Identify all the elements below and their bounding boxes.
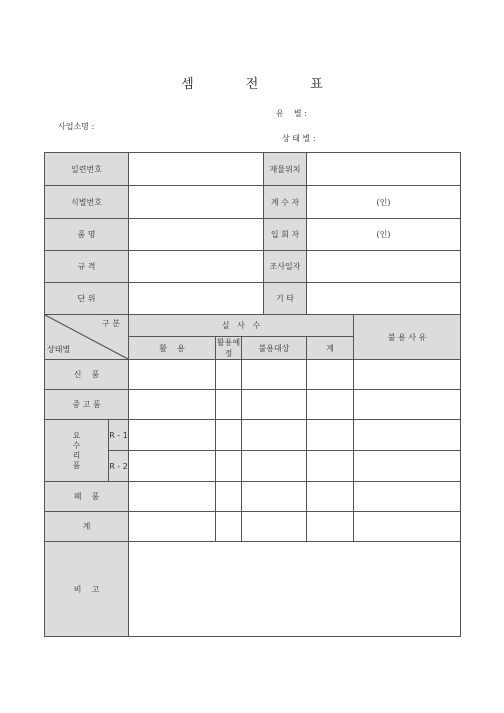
cell[interactable] xyxy=(307,360,354,390)
info-row xyxy=(45,283,461,315)
repair-char: 리 xyxy=(72,450,81,460)
unit-value[interactable] xyxy=(129,283,264,315)
unit-label: 단 위 xyxy=(45,283,129,315)
remarks-row xyxy=(45,542,461,637)
info-row xyxy=(45,186,461,219)
info-row xyxy=(45,153,461,186)
title-char-3: 표 xyxy=(310,77,323,92)
gubun-label: 구 분 xyxy=(102,319,121,328)
new-item-label: 신 품 xyxy=(45,360,129,390)
cell[interactable] xyxy=(354,420,461,451)
survey-date-label: 조사일자 xyxy=(264,251,307,283)
title-char-1: 셈 xyxy=(181,77,194,92)
item-name-value[interactable] xyxy=(129,219,264,251)
location-label: 재물위치 xyxy=(264,153,307,186)
status-label: 상 태 별 : xyxy=(282,134,316,143)
cell[interactable] xyxy=(129,390,216,420)
info-row xyxy=(45,219,461,251)
remarks-label: 비 고 xyxy=(45,542,129,637)
table-row xyxy=(45,390,461,420)
cell[interactable] xyxy=(307,451,354,482)
diagonal-header-cell xyxy=(45,315,129,360)
scrap-label: 폐 품 xyxy=(45,482,129,512)
cell[interactable] xyxy=(242,512,307,542)
cell[interactable] xyxy=(307,482,354,512)
repair-char: 요 xyxy=(72,430,81,440)
other-label: 기 타 xyxy=(264,283,307,315)
used-item-label: 중 고 품 xyxy=(45,390,129,420)
col-total: 계 xyxy=(307,337,354,360)
cell[interactable] xyxy=(242,390,307,420)
table-row xyxy=(45,512,461,542)
spec-label: 규 격 xyxy=(45,251,129,283)
col-use: 활 용 xyxy=(129,337,216,360)
counter-value[interactable]: (인) xyxy=(307,186,461,219)
dept-label: 사업소명 : xyxy=(58,122,95,131)
cell[interactable] xyxy=(129,420,216,451)
location-value[interactable] xyxy=(307,153,461,186)
item-name-label: 품 명 xyxy=(45,219,129,251)
total-label: 계 xyxy=(45,512,129,542)
table-row xyxy=(45,360,461,390)
repair-group-label xyxy=(45,420,109,482)
remarks-value[interactable] xyxy=(129,542,461,637)
page-title xyxy=(0,73,504,92)
cell[interactable] xyxy=(216,420,242,451)
actual-count-header: 실 사 수 xyxy=(129,315,354,337)
repair-char: 품 xyxy=(72,460,81,470)
disposal-reason-header: 불 용 사 유 xyxy=(354,315,461,360)
cell[interactable] xyxy=(307,390,354,420)
witness-value[interactable]: (인) xyxy=(307,219,461,251)
id-no-value[interactable] xyxy=(129,186,264,219)
type-label: 유 별 : xyxy=(276,109,307,118)
cell[interactable] xyxy=(129,512,216,542)
cell[interactable] xyxy=(242,451,307,482)
cell[interactable] xyxy=(129,451,216,482)
cell[interactable] xyxy=(354,512,461,542)
cell[interactable] xyxy=(354,360,461,390)
other-value[interactable] xyxy=(307,283,461,315)
cell[interactable] xyxy=(307,512,354,542)
info-row xyxy=(45,251,461,283)
r2-label: R - 2 xyxy=(109,451,129,482)
cell[interactable] xyxy=(216,451,242,482)
spec-value[interactable] xyxy=(129,251,264,283)
witness-label: 입 회 자 xyxy=(264,219,307,251)
serial-no-value[interactable] xyxy=(129,153,264,186)
cell[interactable] xyxy=(216,482,242,512)
cell[interactable] xyxy=(242,420,307,451)
cell[interactable] xyxy=(129,360,216,390)
cell[interactable] xyxy=(242,360,307,390)
r1-label: R - 1 xyxy=(109,420,129,451)
table-row xyxy=(45,482,461,512)
cell[interactable] xyxy=(354,451,461,482)
col-disposal: 불용대상 xyxy=(242,337,307,360)
title-char-2: 전 xyxy=(245,77,259,92)
status-by-label: 상태별 xyxy=(47,345,71,354)
cell[interactable] xyxy=(216,360,242,390)
survey-date-value[interactable] xyxy=(307,251,461,283)
header-row xyxy=(45,315,461,337)
cell[interactable] xyxy=(216,512,242,542)
cell[interactable] xyxy=(354,390,461,420)
cell[interactable] xyxy=(307,420,354,451)
id-no-label: 식별번호 xyxy=(45,186,129,219)
serial-no-label: 일련번호 xyxy=(45,153,129,186)
cell[interactable] xyxy=(216,390,242,420)
cell[interactable] xyxy=(129,482,216,512)
col-planned: 활용예정 xyxy=(216,338,241,358)
cell[interactable] xyxy=(354,482,461,512)
counter-label: 계 수 자 xyxy=(264,186,307,219)
repair-char: 수 xyxy=(72,440,81,450)
table-row xyxy=(45,420,461,451)
inventory-form-table xyxy=(44,152,461,637)
cell[interactable] xyxy=(242,482,307,512)
